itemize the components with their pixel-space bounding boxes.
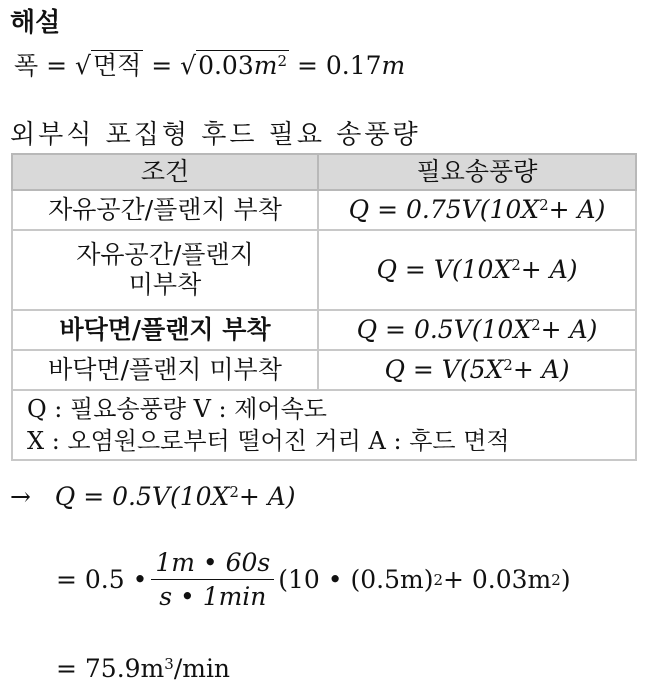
formula-text: Q = V(10X: [376, 255, 512, 284]
calc-2-prefix: = 0.5 •: [56, 565, 148, 594]
formula-cell: [318, 350, 636, 390]
formula-cell: [318, 230, 636, 310]
calc-2-middle: (10 • (0.5m): [278, 565, 434, 594]
formula-cell: [318, 190, 636, 230]
formula-text: Q = V(5X: [384, 355, 504, 384]
formula-cell: [318, 310, 636, 350]
area-exp: 2: [277, 51, 287, 70]
formula-tail: + A): [540, 315, 598, 344]
airflow-table: [11, 153, 637, 461]
formula-text: Q = 0.5V(10X: [356, 315, 532, 344]
width-label: 폭: [14, 51, 39, 80]
area-value: 0.03: [198, 51, 254, 80]
formula-exp: 2: [539, 195, 549, 214]
formula-text: Q = 0.75V(10X: [348, 195, 540, 224]
calc-line-3: [56, 654, 230, 683]
legend-line-2: X : 오염원으로부터 떨어진 거리 A : 후드 면적: [27, 427, 510, 455]
calc-2-middle-2: + 0.03m: [443, 565, 552, 594]
calc-2-end: ): [560, 565, 571, 594]
equals-sign-2: =: [151, 51, 173, 80]
equals-sign: =: [46, 51, 68, 80]
table-row: [12, 350, 636, 390]
calc-exp: 2: [229, 482, 239, 501]
sqrt-sign-2: √: [180, 51, 197, 80]
formula-tail: + A): [520, 255, 578, 284]
calc-line-2: = 0.5 • $\frac{1m • 60s}{s • 1\min}$ (10 • (0.5m) 2 + 0.03m 2 ): [56, 548, 571, 611]
calc-formula: Q = 0.5V(10X: [54, 482, 230, 511]
table-header-row: [12, 154, 636, 190]
calc-line-1: [10, 482, 296, 511]
legend-cell: [12, 390, 636, 460]
condition-line-1: 자유공간/플랜지: [76, 240, 254, 269]
condition-cell: [12, 230, 318, 310]
calc-formula-tail: + A): [238, 482, 296, 511]
condition-cell: 바닥면/플랜지 부착: [12, 310, 318, 350]
sqrt-sign: √: [75, 51, 91, 80]
width-result: 0.17: [325, 51, 382, 80]
section-title: 외부식 포집형 후드 필요 송풍량: [10, 120, 421, 150]
page-heading: 해설: [10, 8, 61, 38]
legend-row: [12, 390, 636, 460]
fraction-numerator: 1m • 60s: [151, 548, 274, 580]
calc-3-unit: /min: [173, 654, 231, 683]
area-unit: m: [253, 51, 278, 80]
condition-cell: 자유공간/플랜지 부착: [12, 190, 318, 230]
header-airflow: 필요송풍량: [318, 154, 636, 190]
width-formula: [14, 46, 405, 82]
formula-exp: 2: [531, 315, 541, 334]
table-row: [12, 190, 636, 230]
legend-line-1: Q : 필요송풍량 V : 제어속도: [27, 395, 327, 423]
table-row: [12, 310, 636, 350]
area-word: 면적: [92, 51, 142, 80]
header-condition: 조건: [12, 154, 318, 190]
area-value-expr: [196, 50, 289, 80]
formula-tail: + A): [548, 195, 606, 224]
calc-3-result: = 75.9m: [56, 654, 165, 683]
formula-tail: + A): [512, 355, 570, 384]
calc-3-exp: 3: [164, 654, 174, 673]
condition-line-2: 미부착: [128, 270, 202, 299]
fraction-denominator: s • 1min: [159, 582, 267, 611]
formula-exp: 2: [503, 355, 513, 374]
unit-fraction: [151, 548, 274, 611]
equals-sign-3: =: [296, 51, 318, 80]
table-row: [12, 230, 636, 310]
width-unit: m: [381, 51, 406, 80]
formula-exp: 2: [511, 255, 521, 274]
condition-cell: 바닥면/플랜지 미부착: [12, 350, 318, 390]
arrow-icon: →: [10, 482, 31, 511]
